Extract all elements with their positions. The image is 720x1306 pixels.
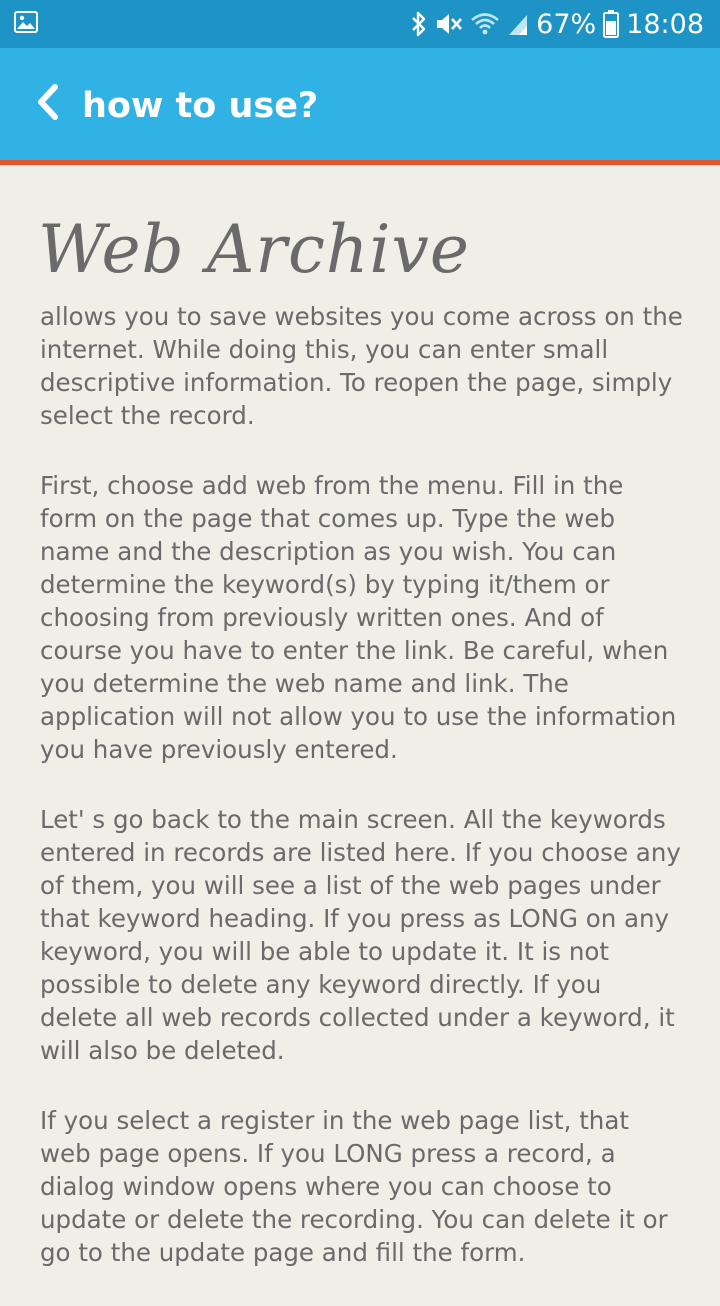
help-paragraph-intro: allows you to save websites you come across on the internet. While doing this, you can enter small descriptive information. To reopen the page, simply select the record. bbox=[40, 302, 683, 430]
gallery-notification-icon bbox=[14, 11, 38, 33]
status-bar bbox=[0, 0, 720, 48]
help-paragraph-add-web: First, choose add web from the menu. Fill in the form on the page that comes up. Type the web name and the description as you wish. You can determine the keyword(s) by typing it/them or choosing from previously written ones. And of course you have to enter the link. Be careful, when you determine the web name and link. The application will not allow you to use the information you have previously entered. bbox=[40, 471, 677, 764]
help-paragraph-keywords: Let' s go back to the main screen. All the keywords entered in records are listed here. If you choose any of them, you will see a list of the web pages under that keyword heading. If you press as LONG on any keyword, you will be able to update it. It is not possible to delete any keyword directly. If you delete all web records collected under a keyword, it will also be deleted. bbox=[40, 805, 681, 1065]
help-content bbox=[40, 200, 685, 1306]
back-button[interactable] bbox=[24, 78, 72, 130]
signal-icon bbox=[507, 11, 529, 37]
app-name-heading: Web Archive bbox=[38, 211, 470, 288]
mute-icon bbox=[435, 11, 463, 37]
page-title: how to use? bbox=[82, 86, 319, 126]
chevron-left-icon bbox=[35, 83, 61, 125]
bluetooth-icon bbox=[410, 11, 428, 37]
help-paragraph-records: If you select a register in the web page list, that web page opens. If you LONG press a record, a dialog window opens where you can choose to update or delete the recording. You can delete it or go to the update page and fill the form. bbox=[40, 1106, 668, 1267]
status-icons bbox=[410, 0, 704, 48]
battery-percent: 67% bbox=[536, 8, 597, 40]
app-bar-accent-divider bbox=[0, 160, 720, 165]
clock: 18:08 bbox=[626, 8, 704, 40]
battery-icon bbox=[603, 10, 619, 38]
wifi-icon bbox=[470, 11, 500, 37]
